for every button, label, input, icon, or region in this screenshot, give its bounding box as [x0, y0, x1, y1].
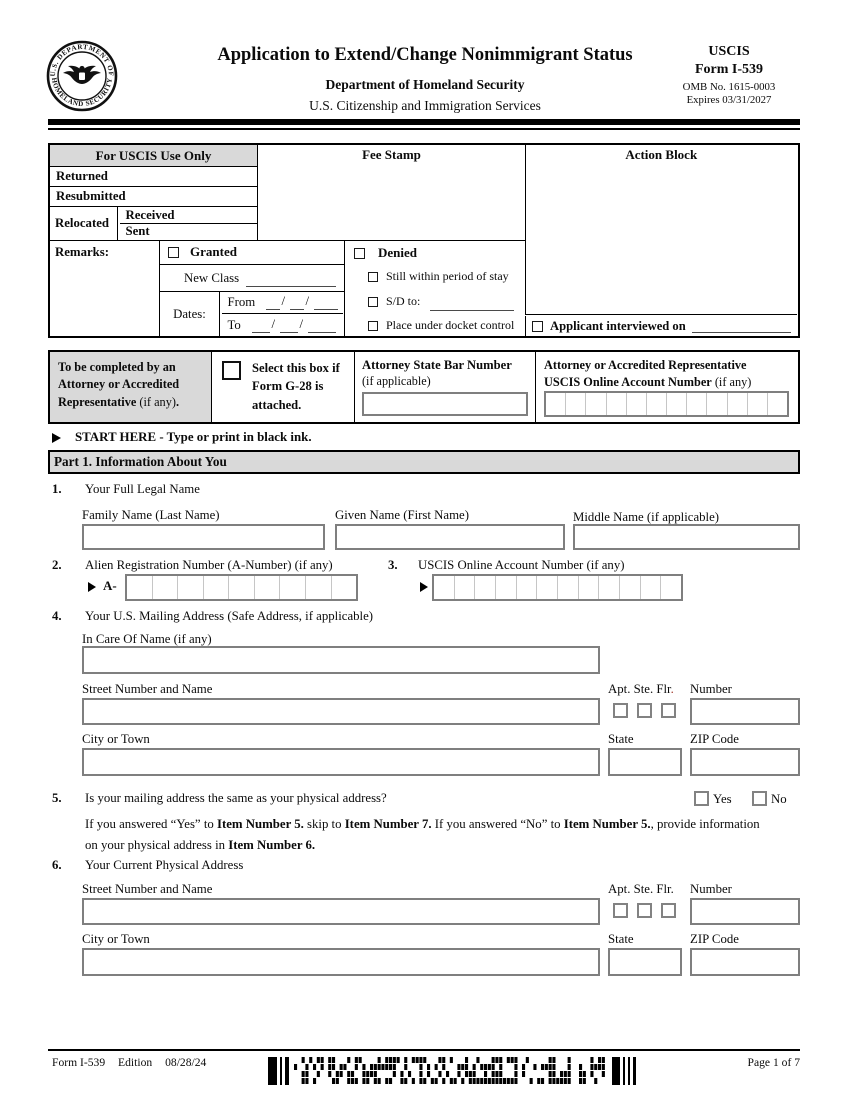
footer-edition-date: 08/28/24 [165, 1056, 207, 1069]
flr-checkbox-physical[interactable] [661, 903, 676, 918]
part1-title: Part 1. Information About You [54, 454, 227, 469]
city-input-physical[interactable] [82, 948, 600, 976]
interviewed-row [525, 316, 797, 336]
still-within-checkbox[interactable] [368, 272, 378, 282]
sd-to-label: S/D to: [386, 294, 421, 308]
still-within-label: Still within period of stay [386, 269, 509, 283]
unit-number-input-physical[interactable] [690, 898, 800, 925]
item1-label: Your Full Legal Name [85, 482, 200, 496]
attorney-instruction-bold: To be completed by an Attorney or Accredited Representative [58, 360, 180, 409]
fee-stamp-area [258, 145, 525, 241]
item4-label: Your U.S. Mailing Address (Safe Address, if applicable) [85, 609, 374, 623]
apt-checkbox-mailing[interactable] [613, 703, 628, 718]
family-name-input[interactable] [82, 524, 325, 550]
date-slash: / [281, 294, 286, 308]
header-center [125, 45, 725, 113]
sent-label: Sent [125, 224, 150, 238]
attorney-instruction-period: . [175, 394, 180, 409]
start-here-line [52, 430, 312, 445]
new-class-blank[interactable] [246, 273, 336, 287]
attorney-account-hint: (if any) [711, 374, 752, 389]
street-input-mailing[interactable] [82, 698, 600, 725]
item5-label: Is your mailing address the same as your physical address? [85, 791, 387, 805]
denied-label: Denied [378, 245, 417, 260]
returned-row: Returned [50, 167, 258, 187]
relocated-label: Relocated [50, 207, 118, 241]
online-account-arrow-icon [420, 582, 428, 592]
header-rule-thin [48, 128, 800, 130]
attorney-account-line1: Attorney or Accredited Representative [544, 358, 747, 372]
uscis-label: USCIS [708, 44, 750, 59]
uscis-use-table [48, 143, 800, 338]
no-label: No [771, 792, 787, 806]
eagle-icon [63, 66, 101, 84]
apt-ste-flr-dot: . [670, 882, 674, 896]
bar-number-label: Attorney State Bar Number [362, 358, 512, 372]
note-seg-bold: Item Number 5. [563, 817, 651, 831]
apt-ste-flr-text: Apt. Ste. Flr [608, 882, 671, 896]
item3-number: 3. [388, 558, 398, 572]
given-name-input[interactable] [335, 524, 565, 550]
remarks-area[interactable] [50, 241, 160, 336]
apt-ste-flr-label-physical [608, 882, 674, 898]
to-label: To [227, 317, 241, 332]
attorney-account-cell [536, 352, 798, 422]
unit-number-input-mailing[interactable] [690, 698, 800, 725]
dates-label: Dates: [160, 292, 220, 336]
family-name-label: Family Name (Last Name) [82, 508, 220, 522]
g28-cell [212, 352, 355, 422]
ste-checkbox-physical[interactable] [637, 903, 652, 918]
sd-to-blank[interactable] [430, 297, 514, 311]
header-right [655, 44, 803, 106]
a-number-comb-field[interactable] [125, 574, 358, 601]
footer-edition-label: Edition [118, 1056, 153, 1069]
city-input-mailing[interactable] [82, 748, 600, 776]
dhs-seal [46, 40, 118, 112]
attorney-instruction-normal: (if any) [136, 394, 176, 409]
from-blank-3[interactable] [314, 296, 338, 310]
street-label-mailing: Street Number and Name [82, 682, 213, 696]
remarks-label: Remarks: [55, 245, 110, 259]
unit-number-label-physical: Number [690, 882, 732, 896]
from-label: From [227, 295, 256, 309]
attorney-instruction-cell [50, 352, 212, 422]
note-seg-bold: Item Number 7. [344, 817, 432, 831]
no-checkbox[interactable] [752, 791, 767, 806]
in-care-of-input[interactable] [82, 646, 600, 674]
interviewed-label: Applicant interviewed on [550, 318, 686, 333]
granted-area [160, 241, 345, 336]
granted-checkbox[interactable] [168, 247, 179, 258]
note-seg: , provide information on your physical address in [85, 817, 760, 852]
item6-number: 6. [52, 858, 62, 872]
unit-number-label-mailing: Number [690, 682, 732, 696]
note-seg-bold: Item Number 6. [228, 837, 316, 852]
g28-checkbox[interactable] [222, 361, 241, 380]
seal-top-text: U.S. DEPARTMENT OF [48, 42, 116, 77]
city-label-mailing: City or Town [82, 732, 150, 746]
attorney-account-line2: USCIS Online Account Number [544, 374, 712, 389]
docket-checkbox[interactable] [368, 321, 378, 331]
apt-ste-flr-text: Apt. Ste. Flr [608, 682, 671, 696]
denied-area [346, 241, 525, 336]
zip-input-physical[interactable] [690, 948, 800, 976]
footer-left [52, 1056, 206, 1069]
item5-number: 5. [52, 791, 62, 805]
street-label-physical: Street Number and Name [82, 882, 213, 896]
date-slash: / [305, 294, 310, 308]
expires-date: Expires 03/31/2027 [686, 94, 772, 106]
item1-number: 1. [52, 482, 62, 496]
yes-label: Yes [713, 792, 732, 806]
given-name-label: Given Name (First Name) [335, 508, 469, 522]
omb-number: OMB No. 1615-0003 [682, 81, 776, 93]
item4-number: 4. [52, 609, 62, 623]
note-seg: If you answered “No” to [431, 817, 564, 831]
attorney-account-label [544, 357, 751, 390]
online-account-comb-field[interactable] [432, 574, 683, 601]
form-number: Form I-539 [694, 62, 764, 77]
g28-label: Select this box if Form G-28 is attached. [252, 361, 340, 412]
from-blank-2[interactable] [290, 296, 304, 310]
middle-name-label: Middle Name (if applicable) [573, 510, 720, 524]
state-label-mailing: State [608, 732, 634, 746]
apt-ste-flr-dot: . [670, 682, 674, 696]
state-label-physical: State [608, 932, 634, 946]
in-care-of-label: In Care Of Name (if any) [82, 632, 212, 646]
item5-note [85, 814, 763, 855]
granted-label: Granted [190, 244, 237, 259]
attorney-block [48, 350, 800, 424]
note-seg: If you answered “Yes” to [85, 817, 217, 831]
fee-stamp-label: Fee Stamp [362, 147, 421, 162]
date-slash: / [299, 316, 304, 331]
flr-checkbox-mailing[interactable] [661, 703, 676, 718]
item2-label: Alien Registration Number (A-Number) (if any) [85, 558, 333, 572]
zip-label-mailing: ZIP Code [690, 732, 739, 746]
zip-label-physical: ZIP Code [690, 932, 739, 946]
agency-name: U.S. Citizenship and Immigration Services [309, 97, 541, 113]
sd-to-checkbox[interactable] [368, 297, 378, 307]
barcode [268, 1057, 640, 1085]
city-label-physical: City or Town [82, 932, 150, 946]
new-class-label: New Class [184, 271, 240, 285]
footer-rule [48, 1049, 800, 1051]
state-input-mailing[interactable] [608, 748, 682, 776]
action-block-label: Action Block [625, 147, 698, 162]
apt-checkbox-physical[interactable] [613, 903, 628, 918]
attorney-account-comb-field[interactable] [544, 391, 789, 417]
note-seg-bold: Item Number 5. [216, 817, 304, 831]
department-name: Department of Homeland Security [325, 77, 525, 93]
action-block-area [525, 145, 797, 315]
item3-label: USCIS Online Account Number (if any) [418, 558, 625, 572]
uscis-use-only-header: For USCIS Use Only [50, 145, 258, 167]
from-blank-1[interactable] [266, 296, 280, 310]
to-blank-1[interactable] [252, 319, 270, 333]
header-rule-thick [48, 119, 800, 125]
middle-name-input[interactable] [573, 524, 800, 550]
bar-number-hint: (if applicable) [362, 374, 431, 388]
bar-number-input[interactable] [362, 392, 528, 416]
start-here-text: START HERE - Type or print in black ink. [75, 430, 312, 444]
start-arrow-icon [52, 433, 61, 443]
a-number-arrow-icon [88, 582, 96, 592]
to-blank-2[interactable] [280, 319, 298, 333]
part1-header-bar [48, 450, 800, 474]
a-number-prefix: A- [103, 578, 117, 593]
date-slash: / [271, 316, 276, 331]
note-seg: skip to [303, 817, 345, 831]
footer-page-number: Page 1 of 7 [747, 1056, 800, 1069]
bar-number-cell [355, 352, 536, 422]
relocated-row [50, 207, 258, 241]
zip-input-mailing[interactable] [690, 748, 800, 776]
to-blank-3[interactable] [308, 319, 336, 333]
docket-label: Place under docket control [386, 318, 515, 332]
apt-ste-flr-label-mailing [608, 682, 674, 698]
interviewed-checkbox[interactable] [532, 321, 543, 332]
denied-checkbox[interactable] [354, 248, 365, 259]
item2-number: 2. [52, 558, 62, 572]
street-input-physical[interactable] [82, 898, 600, 925]
form-title: Application to Extend/Change Nonimmigrant Status [217, 45, 633, 65]
yes-checkbox[interactable] [694, 791, 709, 806]
seal-bottom-text: HOMELAND SECURITY [49, 76, 115, 109]
interviewed-date-blank[interactable] [692, 319, 791, 333]
resubmitted-row: Resubmitted [50, 187, 258, 207]
ste-checkbox-mailing[interactable] [637, 703, 652, 718]
state-input-physical[interactable] [608, 948, 682, 976]
footer-form-number: Form I-539 [52, 1056, 106, 1069]
item6-label: Your Current Physical Address [85, 858, 244, 872]
received-label: Received [120, 207, 258, 224]
